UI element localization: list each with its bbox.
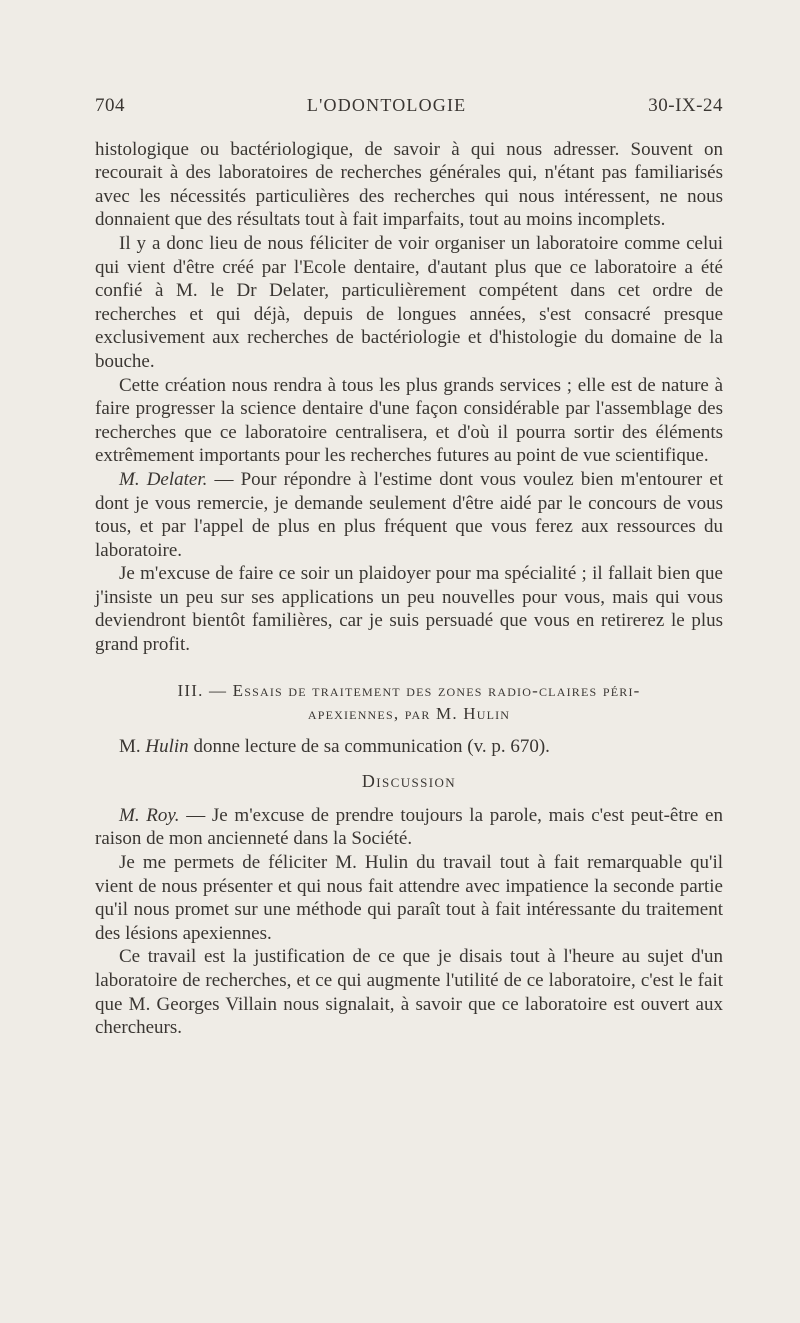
paragraph-5: Je m'excuse de faire ce soir un plaidoyer pour ma spécialité ; il fallait bien que j'insiste un peu sur ses applications un peu nouvelles pour vous, mais qui vous deviendront bientôt familières, car je suis persuadé que vous en retirerez le plus grand profit.	[95, 563, 723, 656]
paragraph-4	[95, 468, 723, 562]
speaker-roy: M. Roy.	[119, 804, 180, 826]
lecture-name: Hulin	[145, 735, 189, 757]
paragraph-2: Il y a donc lieu de nous féliciter de voir organiser un laboratoire comme celui qui vient d'être créé par l'Ecole dentaire, d'autant plus que ce laboratoire a été confié à M. le Dr Delater, particulièrement compétent dans cet ordre de recherches et qui déjà, depuis de longues années, s'est consacré presque exclusivement aux recherches de bactériologie et d'histologie du domaine de la bouche.	[95, 232, 723, 372]
page-number: 704	[95, 95, 125, 116]
document-page	[95, 94, 723, 1040]
discussion-paragraph-3: Ce travail est la justification de ce que je disais tout à l'heure au sujet d'un laboratoire de recherches, et ce qui augmente l'utilité de ce laboratoire, c'est le fait que M. Georges Villain nous signalait, à savoir que ce laboratoire est ouvert aux chercheurs.	[95, 946, 723, 1039]
issue-date: 30-IX-24	[648, 95, 723, 116]
lecture-prefix: M.	[119, 735, 146, 757]
discussion-paragraph-1-text: — Je m'excuse de prendre toujours la parole, mais c'est peut-être en raison de mon ancienneté dans la Société.	[95, 804, 723, 850]
discussion-paragraph-1	[95, 804, 723, 851]
paragraph-4-text: — Pour répondre à l'estime dont vous voulez bien m'entourer et dont je vous remercie, je demande seulement d'être aidé par le concours de vous tous, et par l'appel de plus en plus fréquent que vous ferez aux ressources du laboratoire.	[95, 468, 723, 561]
speaker-delater: M. Delater.	[119, 468, 208, 490]
lecture-paragraph	[95, 735, 723, 759]
running-head	[95, 94, 723, 118]
paragraph-3: Cette création nous rendra à tous les plus grands services ; elle est de nature à faire progresser la science dentaire d'une façon considérable par l'assemblage des recherches que ce laboratoire centralisera, et d'où il pourra sortir des éléments extrêmement importants pour les recherches futures au point de vue scientifique.	[95, 374, 723, 467]
section-title	[95, 679, 723, 725]
section-title-line-2: apexiennes, par M. Hulin	[307, 703, 511, 723]
lecture-text: donne lecture de sa communication (v. p. 670).	[188, 735, 550, 757]
paragraph-1: histologique ou bactériologique, de savoir à qui nous adresser. Souvent on recourait à des laboratoires de recherches générales qui, n'étant pas familiarisés avec les nécessités particulières des recherches qui nous intéressent, ne nous donnaient que des résultats tout à fait imparfaits, tout au moins incomplets.	[95, 138, 723, 231]
discussion-paragraph-2: Je me permets de féliciter M. Hulin du travail tout à fait remarquable qu'il vient de nous présenter et qui nous fait attendre avec impatience la seconde partie qu'il nous promet sur une méthode qui paraît tout à fait intéressante du traitement des lésions apexiennes.	[95, 852, 723, 944]
section-title-line-1: III. — Essais de traitement des zones radio-claires péri-	[177, 680, 641, 700]
discussion-heading: Discussion	[361, 771, 457, 792]
journal-title: L'ODONTOLOGIE	[306, 95, 467, 115]
